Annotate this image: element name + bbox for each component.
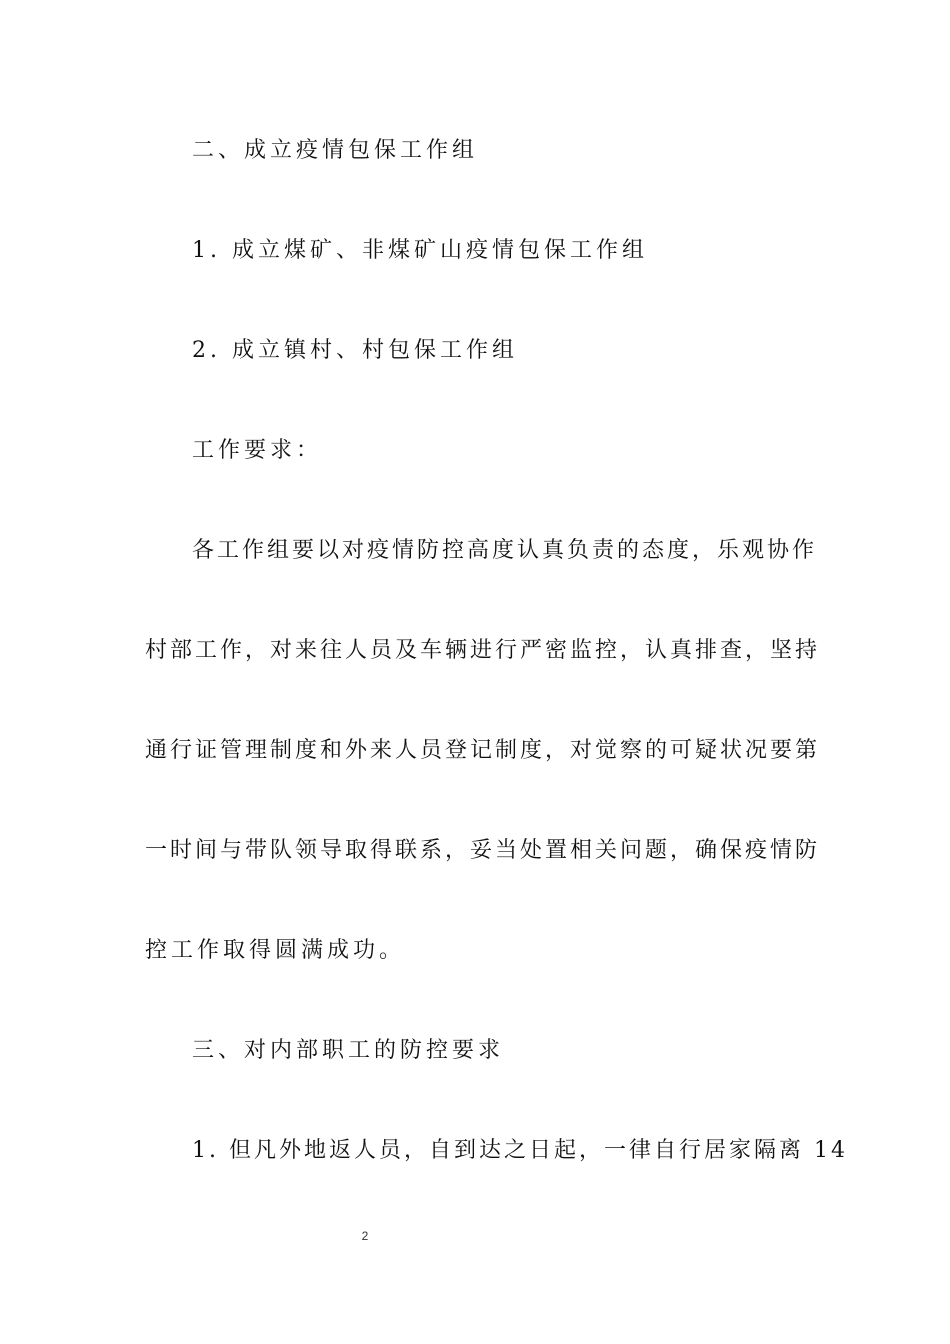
paragraph-line-2: 村部工作，对来往人员及车辆进行严密监控，认真排查，坚持 bbox=[145, 638, 821, 663]
work-requirements-label: 工作要求： bbox=[192, 438, 323, 463]
list-item-village-group: 2. 成立镇村、村包保工作组 bbox=[192, 338, 518, 363]
paragraph-line-1: 各工作组要以对疫情防控高度认真负责的态度，乐观协作 bbox=[192, 538, 818, 563]
section-heading-three: 三、对内部职工的防控要求 bbox=[192, 1038, 505, 1063]
paragraph-line-4: 一时间与带队领导取得联系，妥当处置相关问题，确保疫情防 bbox=[145, 838, 821, 863]
list-item-returnee-isolation: 1. 但凡外地返人员，自到达之日起，一律自行居家隔离 14 bbox=[192, 1138, 848, 1163]
paragraph-line-5: 控工作取得圆满成功。 bbox=[145, 938, 406, 963]
page-number: 2 bbox=[361, 1229, 369, 1243]
section-heading-two: 二、成立疫情包保工作组 bbox=[192, 138, 479, 163]
paragraph-line-3: 通行证管理制度和外来人员登记制度，对觉察的可疑状况要第 bbox=[145, 738, 821, 763]
list-item-coal-mine-group: 1. 成立煤矿、非煤矿山疫情包保工作组 bbox=[192, 238, 648, 263]
